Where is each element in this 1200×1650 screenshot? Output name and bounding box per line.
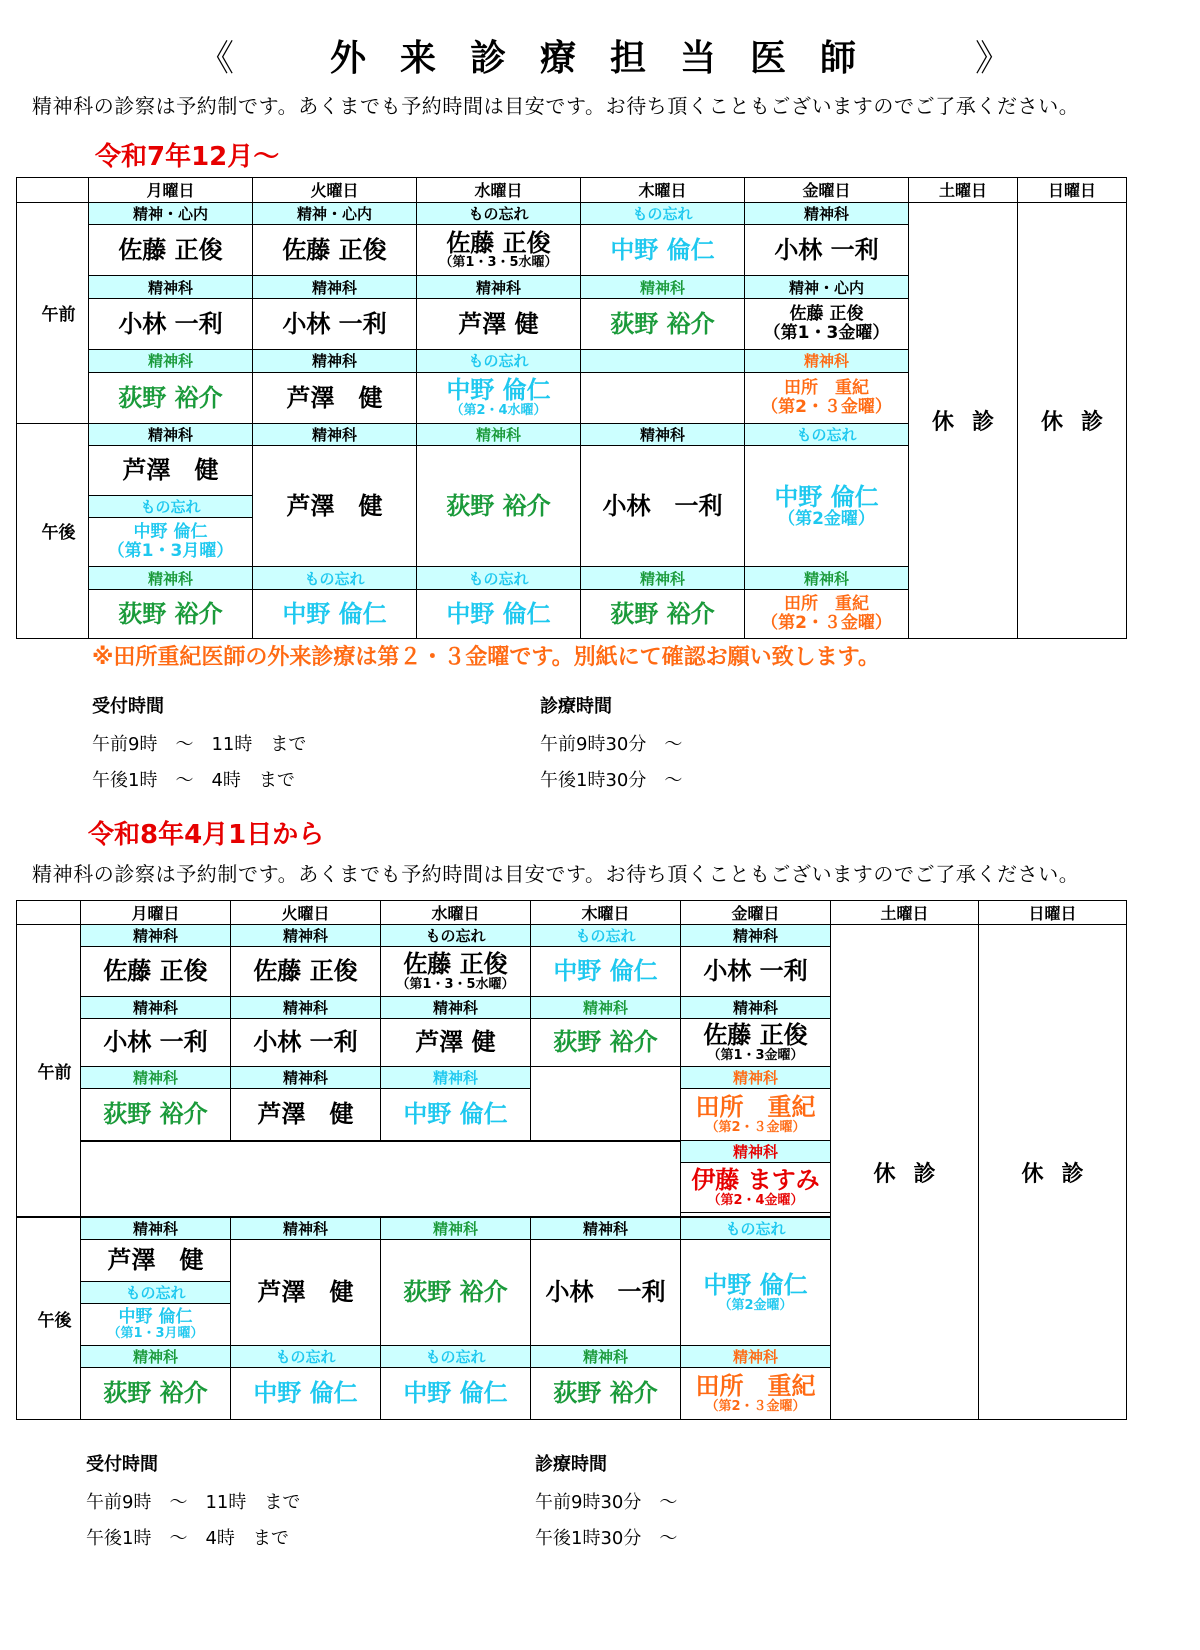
dept-label: もの忘れ bbox=[381, 925, 531, 947]
dept-label: 精神科 bbox=[231, 925, 381, 947]
doctor-note: （第2金曜） bbox=[718, 1297, 793, 1313]
doctor-cell: 芦澤 健 bbox=[253, 372, 417, 423]
doctor-cell: 佐藤 正俊 bbox=[253, 225, 417, 276]
day-tue: 火曜日 bbox=[253, 178, 417, 203]
dept-label: 精神科 bbox=[531, 997, 681, 1019]
doctor-cell: 芦澤 健 bbox=[417, 298, 581, 349]
dept-label: 精神科 bbox=[81, 1067, 231, 1089]
treatment-pm: 午後1時30分 ～ bbox=[535, 1528, 678, 1549]
dept-label: 精神科 bbox=[253, 423, 417, 446]
dept-label: もの忘れ bbox=[681, 1217, 831, 1240]
doctor-cell bbox=[417, 225, 581, 276]
dept-label-empty bbox=[581, 350, 745, 373]
doctor-cell: 芦澤 健 bbox=[231, 1240, 381, 1346]
title-bracket-right: 》 bbox=[975, 38, 1012, 79]
doctor-cell-empty bbox=[581, 372, 745, 423]
doctor-cell: 小林 一利 bbox=[253, 298, 417, 349]
dept-label: 精神科 bbox=[581, 567, 745, 590]
title-bracket-left: 《 bbox=[198, 38, 235, 79]
treatment-heading: 診療時間 bbox=[540, 696, 612, 717]
dept-label: 精神科 bbox=[231, 1217, 381, 1240]
period-2: 令和8年4月1日から bbox=[88, 820, 325, 850]
dept-label: 精神科 bbox=[81, 925, 231, 947]
dept-label: 精神科 bbox=[681, 1346, 831, 1368]
doctor-name: 佐藤 正俊 bbox=[703, 1021, 808, 1050]
dept-label: 精神科 bbox=[745, 202, 909, 225]
doctor-note: （第2・4水曜） bbox=[450, 402, 547, 418]
doctor-note: （第2・３金曜） bbox=[705, 1398, 806, 1414]
dept-label: もの忘れ bbox=[745, 423, 909, 446]
doctor-cell: 中野 倫仁 bbox=[381, 1368, 531, 1420]
dept-label: 精神科 bbox=[531, 1346, 681, 1368]
doctor-name: 田所 重紀 bbox=[695, 1093, 816, 1122]
doctor-cell: 荻野 裕介 bbox=[89, 589, 253, 638]
closed-sun: 休診 bbox=[979, 925, 1127, 1420]
doctor-cell: 小林 一利 bbox=[231, 1019, 381, 1067]
dept-label: 精神科 bbox=[81, 1217, 231, 1240]
dept-label: 精神科 bbox=[381, 1067, 531, 1089]
warning-note: ※田所重紀医師の外来診療は第２・３金曜です。別紙にて確認お願い致します。 bbox=[92, 645, 880, 670]
period-am: 午前 bbox=[17, 925, 81, 1218]
doctor-name: 佐藤 正俊 bbox=[446, 228, 551, 257]
reception-am: 午前9時 ～ 11時 まで bbox=[86, 1492, 301, 1513]
doctor-note: （第2・３金曜） bbox=[705, 1119, 806, 1135]
doctor-note: （第2・4金曜） bbox=[707, 1192, 804, 1208]
doctor-name: 佐藤 正俊 bbox=[789, 304, 864, 325]
dept-label: 精神科 bbox=[681, 925, 831, 947]
doctor-cell: 芦澤 健 bbox=[231, 1089, 381, 1141]
doctor-cell: 荻野 裕介 bbox=[81, 1089, 231, 1141]
doctor-cell: 小林 一利 bbox=[81, 1019, 231, 1067]
doctor-cell: 小林 一利 bbox=[89, 298, 253, 349]
notice-2: 精神科の診察は予約制です。あくまでも予約時間は目安です。お待ち頂くこともございますのでご了承ください。 bbox=[32, 862, 1080, 886]
day-sat: 土曜日 bbox=[909, 178, 1018, 203]
dept-label: 精神科 bbox=[89, 423, 253, 446]
dept-label: 精神科 bbox=[81, 1346, 231, 1368]
doctor-cell: 荻野 裕介 bbox=[581, 589, 745, 638]
period-pm: 午後 bbox=[17, 423, 89, 638]
dept-label: もの忘れ bbox=[417, 567, 581, 590]
day-wed: 水曜日 bbox=[381, 901, 531, 925]
doctor-note: （第1・3・5水曜） bbox=[396, 976, 515, 992]
doctor-cell: 荻野 裕介 bbox=[531, 1368, 681, 1420]
page-title bbox=[0, 30, 1200, 80]
day-sun: 日曜日 bbox=[979, 901, 1127, 925]
day-thu: 木曜日 bbox=[581, 178, 745, 203]
treatment-hours-1 bbox=[540, 692, 682, 792]
doctor-cell bbox=[681, 1240, 831, 1346]
dept-label: もの忘れ bbox=[231, 1346, 381, 1368]
reception-heading: 受付時間 bbox=[86, 1454, 158, 1475]
dept-label: 精神科 bbox=[231, 1067, 381, 1089]
doctor-note: （第1・3金曜） bbox=[707, 1047, 804, 1063]
reception-pm: 午後1時 ～ 4時 まで bbox=[86, 1528, 289, 1549]
doctor-note: （第1・3・5水曜） bbox=[439, 255, 558, 271]
doctor-cell: 芦澤 健 bbox=[381, 1019, 531, 1067]
doctor-cell: 佐藤 正俊 bbox=[231, 947, 381, 997]
doctor-cell: 中野 倫仁 bbox=[417, 589, 581, 638]
doctor-cell: 芦澤 健 bbox=[89, 446, 253, 495]
day-sat: 土曜日 bbox=[831, 901, 979, 925]
doctor-cell: 中野 倫仁 bbox=[531, 947, 681, 997]
dept-label: もの忘れ bbox=[381, 1346, 531, 1368]
dept-label: 精神科 bbox=[253, 350, 417, 373]
doctor-note: （第2金曜） bbox=[778, 509, 875, 530]
dept-label: もの忘れ bbox=[417, 202, 581, 225]
doctor-name: 中野 倫仁 bbox=[133, 522, 208, 543]
doctor-cell: 荻野 裕介 bbox=[81, 1368, 231, 1420]
doctor-name: 中野 倫仁 bbox=[118, 1307, 193, 1327]
closed-sat: 休診 bbox=[831, 925, 979, 1420]
dept-label: もの忘れ bbox=[81, 1282, 231, 1304]
dept-label: 精神科 bbox=[581, 276, 745, 299]
dept-label: 精神科 bbox=[681, 1067, 831, 1089]
doctor-cell bbox=[681, 1368, 831, 1420]
title-text: 外来診療担当医師 bbox=[330, 38, 891, 79]
schedule-table-2 bbox=[16, 900, 1127, 1420]
day-mon: 月曜日 bbox=[89, 178, 253, 203]
empty-block bbox=[81, 1141, 681, 1218]
doctor-cell: 荻野 裕介 bbox=[89, 372, 253, 423]
period-1: 令和7年12月～ bbox=[95, 142, 280, 172]
doctor-name: 中野 倫仁 bbox=[703, 1271, 808, 1300]
doctor-cell: 中野 倫仁 bbox=[581, 225, 745, 276]
doctor-name: 伊藤 ますみ bbox=[691, 1166, 820, 1195]
treatment-hours-2 bbox=[535, 1450, 677, 1550]
doctor-name: 田所 重紀 bbox=[784, 378, 869, 399]
dept-label: 精神科 bbox=[581, 423, 745, 446]
doctor-cell: 佐藤 正俊 bbox=[81, 947, 231, 997]
dept-label: もの忘れ bbox=[581, 202, 745, 225]
closed-sat: 休診 bbox=[909, 202, 1018, 638]
doctor-cell: 小林 一利 bbox=[581, 446, 745, 567]
doctor-cell bbox=[745, 589, 909, 638]
day-fri: 金曜日 bbox=[681, 901, 831, 925]
doctor-cell bbox=[681, 1089, 831, 1141]
doctor-note: （第1・3月曜） bbox=[107, 541, 234, 562]
dept-label: 精神科 bbox=[381, 1217, 531, 1240]
doctor-name: 中野 倫仁 bbox=[774, 482, 879, 511]
doctor-cell: 小林 一利 bbox=[745, 225, 909, 276]
doctor-note: （第2・３金曜） bbox=[761, 396, 892, 417]
corner-cell bbox=[17, 178, 89, 203]
doctor-cell: 佐藤 正俊 bbox=[89, 225, 253, 276]
dept-label: 精神科 bbox=[231, 997, 381, 1019]
doctor-cell: 小林 一利 bbox=[531, 1240, 681, 1346]
dept-label: もの忘れ bbox=[417, 350, 581, 373]
day-tue: 火曜日 bbox=[231, 901, 381, 925]
doctor-cell bbox=[81, 1304, 231, 1346]
doctor-cell bbox=[681, 1163, 831, 1213]
dept-label: 精神科 bbox=[745, 350, 909, 373]
doctor-cell bbox=[381, 947, 531, 997]
dept-label: 精神科 bbox=[681, 1141, 831, 1163]
dept-label: 精神科 bbox=[81, 997, 231, 1019]
doctor-cell bbox=[417, 372, 581, 423]
reception-heading: 受付時間 bbox=[92, 696, 164, 717]
reception-hours-1 bbox=[92, 692, 306, 792]
day-wed: 水曜日 bbox=[417, 178, 581, 203]
dept-label: 精神科 bbox=[253, 276, 417, 299]
reception-am: 午前9時 ～ 11時 まで bbox=[92, 734, 307, 755]
dept-label: 精神科 bbox=[89, 350, 253, 373]
doctor-cell: 芦澤 健 bbox=[81, 1240, 231, 1282]
dept-label: もの忘れ bbox=[253, 567, 417, 590]
doctor-cell bbox=[745, 446, 909, 567]
dept-label: もの忘れ bbox=[531, 925, 681, 947]
dept-label: 精神科 bbox=[745, 567, 909, 590]
dept-label: 精神科 bbox=[89, 567, 253, 590]
doctor-cell bbox=[745, 298, 909, 349]
doctor-name: 佐藤 正俊 bbox=[403, 950, 508, 979]
doctor-cell: 中野 倫仁 bbox=[253, 589, 417, 638]
empty-cell bbox=[531, 1067, 681, 1141]
reception-pm: 午後1時 ～ 4時 まで bbox=[92, 770, 295, 791]
dept-label: 精神科 bbox=[89, 276, 253, 299]
corner-cell bbox=[17, 901, 81, 925]
treatment-am: 午前9時30分 ～ bbox=[540, 734, 683, 755]
reception-hours-2 bbox=[86, 1450, 300, 1550]
doctor-name: 田所 重紀 bbox=[784, 594, 869, 615]
doctor-cell: 荻野 裕介 bbox=[381, 1240, 531, 1346]
dept-label: 精神科 bbox=[381, 997, 531, 1019]
day-mon: 月曜日 bbox=[81, 901, 231, 925]
treatment-am: 午前9時30分 ～ bbox=[535, 1492, 678, 1513]
doctor-cell bbox=[681, 1019, 831, 1067]
period-pm: 午後 bbox=[17, 1217, 81, 1420]
treatment-heading: 診療時間 bbox=[535, 1454, 607, 1475]
doctor-note: （第2・３金曜） bbox=[761, 612, 892, 633]
doctor-cell: 中野 倫仁 bbox=[231, 1368, 381, 1420]
dept-label: 精神科 bbox=[417, 276, 581, 299]
dept-label: 精神・心内 bbox=[253, 202, 417, 225]
dept-label: 精神科 bbox=[681, 997, 831, 1019]
doctor-cell bbox=[89, 518, 253, 567]
doctor-cell: 小林 一利 bbox=[681, 947, 831, 997]
dept-label: もの忘れ bbox=[89, 495, 253, 518]
notice-1: 精神科の診察は予約制です。あくまでも予約時間は目安です。お待ち頂くこともございますのでご了承ください。 bbox=[32, 94, 1080, 118]
dept-label: 精神科 bbox=[417, 423, 581, 446]
doctor-cell: 芦澤 健 bbox=[253, 446, 417, 567]
closed-sun: 休診 bbox=[1018, 202, 1127, 638]
doctor-note: （第1・3金曜） bbox=[763, 322, 890, 343]
doctor-name: 田所 重紀 bbox=[695, 1372, 816, 1401]
treatment-pm: 午後1時30分 ～ bbox=[540, 770, 683, 791]
dept-label: 精神科 bbox=[531, 1217, 681, 1240]
day-thu: 木曜日 bbox=[531, 901, 681, 925]
doctor-cell: 荻野 裕介 bbox=[531, 1019, 681, 1067]
doctor-name: 中野 倫仁 bbox=[446, 376, 551, 405]
doctor-cell: 荻野 裕介 bbox=[417, 446, 581, 567]
doctor-cell: 中野 倫仁 bbox=[381, 1089, 531, 1141]
period-am: 午前 bbox=[17, 202, 89, 423]
dept-label: 精神・心内 bbox=[745, 276, 909, 299]
doctor-cell bbox=[745, 372, 909, 423]
doctor-cell: 荻野 裕介 bbox=[581, 298, 745, 349]
day-sun: 日曜日 bbox=[1018, 178, 1127, 203]
dept-label: 精神・心内 bbox=[89, 202, 253, 225]
doctor-note: （第1・3月曜） bbox=[107, 1325, 204, 1341]
day-fri: 金曜日 bbox=[745, 178, 909, 203]
schedule-table-1 bbox=[16, 177, 1127, 639]
